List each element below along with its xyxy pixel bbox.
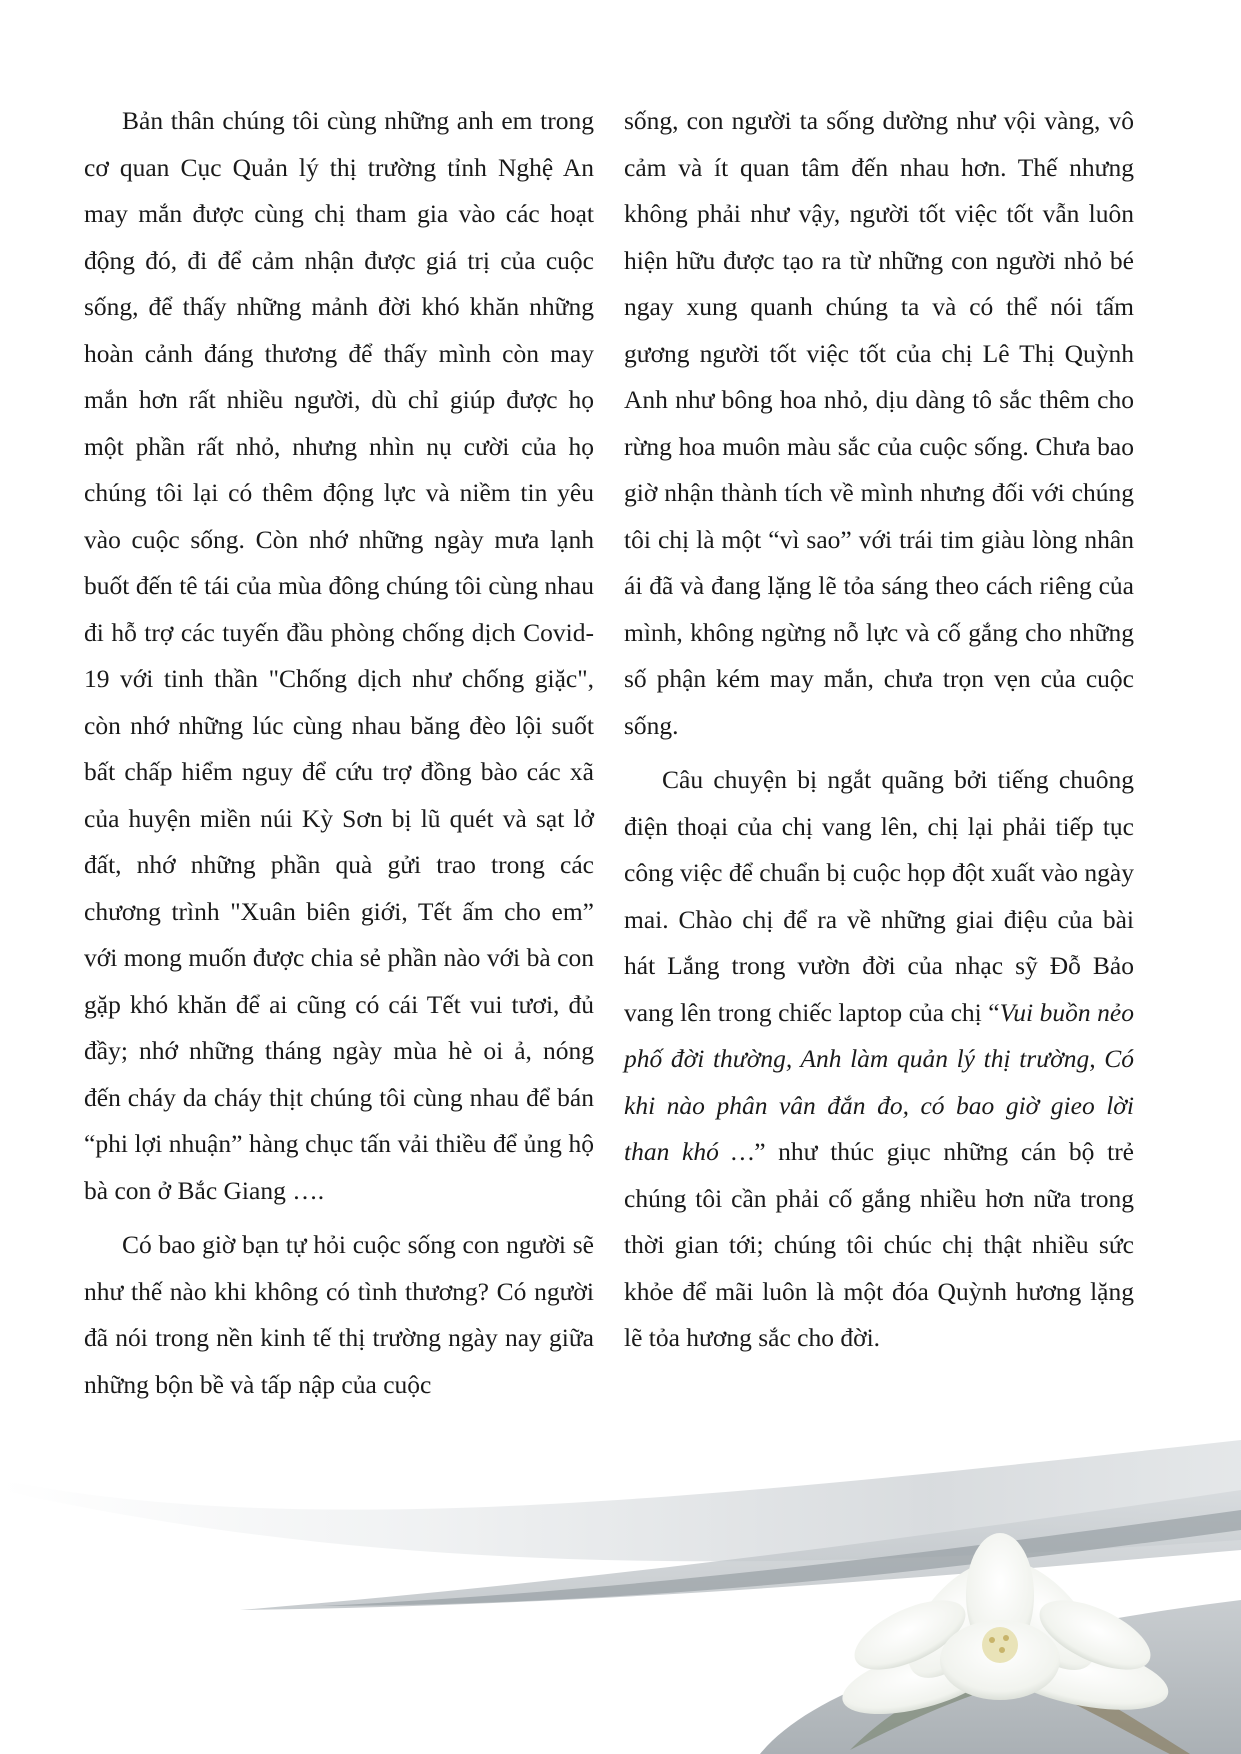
song-lyrics-quote: Vui buồn nẻo phố đời thường, Anh làm quản lý thị trường, Có khi nào phân vân đắn đo, có bao giờ gieo lời than khó … xyxy=(624,997,1134,1166)
left-text-column xyxy=(84,98,594,1408)
paragraph-text-start: Câu chuyện bị ngắt quãng bởi tiếng chuông điện thoại của chị vang lên, chị lại phải tiếp tục công việc để chuẩn bị cuộc họp đột xuất vào ngày mai. Chào chị để ra về những giai điệu của bài hát Lắng trong vườn đời của nhạc sỹ Đỗ Bảo vang lên trong chiếc laptop của chị “ xyxy=(624,765,1134,1027)
paragraph: Có bao giờ bạn tự hỏi cuộc sống con người sẽ như thế nào khi không có tình thương? Có người đã nói trong nền kinh tế thị trường ngày nay giữa những bộn bề và tấp nập của cuộc xyxy=(84,1230,594,1399)
right-text-column xyxy=(624,98,1134,1362)
paragraph: Bản thân chúng tôi cùng những anh em trong cơ quan Cục Quản lý thị trường tỉnh Nghệ An may mắn được cùng chị tham gia vào các hoạt động đó, đi để cảm nhận được giá trị của cuộc sống, để thấy những mảnh đời khó khăn những hoàn cảnh đáng thương để thấy mình còn may mắn hơn rất nhiều người, dù chỉ giúp được họ một phần rất nhỏ, nhưng nhìn nụ cười của họ chúng tôi lại có thêm động lực và niềm tin yêu vào cuộc sống. Còn nhớ những ngày mưa lạnh buốt đến tê tái của mùa đông chúng tôi cùng nhau đi hỗ trợ các tuyến đầu phòng chống dịch Covid-19 với tinh thần "Chống dịch như chống giặc", còn nhớ những lúc cùng nhau băng đèo lội suốt bất chấp hiểm nguy để cứu trợ đồng bào các xã của huyện miền núi Kỳ Sơn bị lũ quét và sạt lở đất, nhớ những phần quà gửi trao trong các chương trình "Xuân biên giới, Tết ấm cho em” với mong muốn được chia sẻ phần nào với bà con gặp khó khăn để ai cũng có cái Tết vui tươi, đủ đầy; nhớ những tháng ngày mùa hè oi ả, nóng đến cháy da cháy thịt chúng tôi cùng nhau để bán “phi lợi nhuận” hàng chục tấn vải thiều để ủng hộ bà con ở Bắc Giang …. xyxy=(84,106,594,1205)
paragraph-text-end: ” như thúc giục những cán bộ trẻ chúng tôi cần phải cố gắng nhiều hơn nữa trong thời gian tới; chúng tôi chúc chị thật nhiều sức khỏe để mãi luôn là một đóa Quỳnh hương lặng lẽ tỏa hương sắc cho đời. xyxy=(624,1137,1134,1352)
decorative-swoosh-graphic xyxy=(0,1430,1241,1754)
paragraph-continuation: sống, con người ta sống dường như vội vàng, vô cảm và ít quan tâm đến nhau hơn. Thế nhưng không phải như vậy, người tốt việc tốt vẫn luôn hiện hữu được tạo ra từ những con người nhỏ bé ngay xung quanh chúng ta và có thể nói tấm gương người tốt việc tốt của chị Lê Thị Quỳnh Anh như bông hoa nhỏ, dịu dàng tô sắc thêm cho rừng hoa muôn màu sắc của cuộc sống. Chưa bao giờ nhận thành tích về mình nhưng đối với chúng tôi chị là một “vì sao” với trái tim giàu lòng nhân ái đã và đang lặng lẽ tỏa sáng theo cách riêng của mình, không ngừng nỗ lực và cố gắng cho những số phận kém may mắn, chưa trọn vẹn của cuộc sống. xyxy=(624,106,1134,740)
paragraph xyxy=(624,757,1134,1362)
